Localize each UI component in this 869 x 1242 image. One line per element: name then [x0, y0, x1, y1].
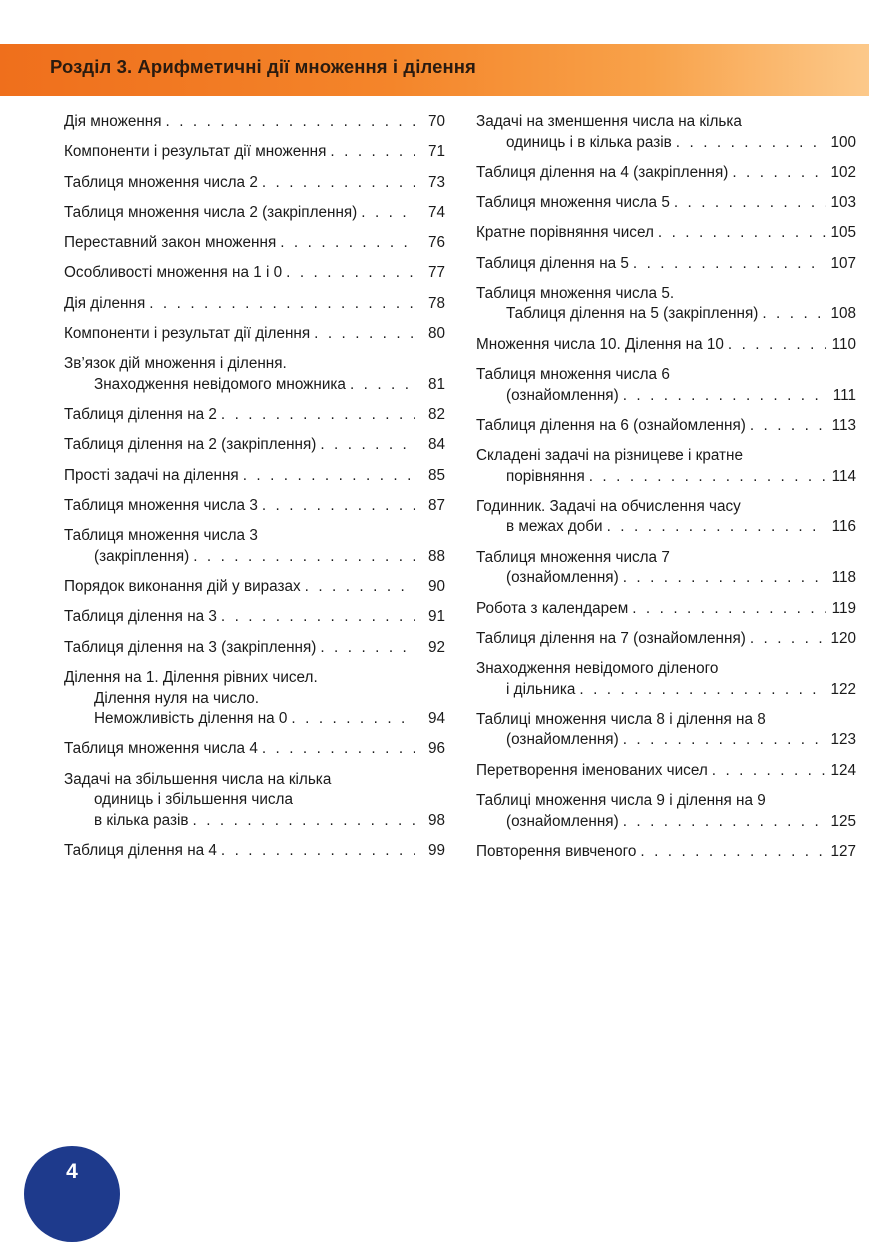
toc-column-right: [476, 112, 856, 872]
toc-dot-leader: [633, 254, 826, 275]
toc-entry-line: [64, 577, 445, 598]
toc-dot-leader: [750, 416, 826, 437]
toc-entry-title: Переставний закон множення: [64, 234, 277, 252]
toc-page-number: 77: [427, 264, 445, 282]
toc-dot-leader: [676, 133, 826, 154]
toc-entry: [64, 405, 445, 426]
toc-page-number: 84: [427, 436, 445, 454]
toc-entry-line: [64, 689, 445, 710]
toc-entry-title: Таблиці множення числа 9 і ділення на 9: [476, 792, 766, 810]
toc-entry-title: (ознайомлення): [506, 812, 619, 830]
toc-entry-title: Повторення вивченого: [476, 842, 637, 860]
toc-page-number: 102: [830, 163, 856, 181]
toc-page-number: 123: [830, 731, 856, 749]
toc-page-number: 81: [427, 375, 445, 393]
toc-entry-line: [476, 416, 856, 437]
toc-entry-title: Множення числа 10. Ділення на 10: [476, 335, 724, 353]
toc-entry-title: Задачі на збільшення числа на кілька: [64, 770, 332, 788]
toc-entry: [476, 497, 856, 538]
toc-entry-title: (ознайомлення): [506, 386, 619, 404]
toc-entry-line: [476, 548, 856, 569]
toc-entry: [476, 163, 856, 184]
toc-entry-title: Робота з календарем: [476, 599, 629, 617]
toc-entry-title: Особливості множення на 1 і 0: [64, 264, 283, 282]
toc-entry-line: [476, 497, 856, 518]
page-number: 4: [66, 1160, 78, 1183]
toc-dot-leader: [623, 386, 826, 407]
toc-entry: [476, 710, 856, 751]
toc-entry-title: (закріплення): [94, 547, 190, 565]
toc-entry: [476, 193, 856, 214]
toc-page-number: 125: [830, 812, 856, 830]
toc-page-number: 119: [831, 599, 856, 617]
toc-entry-title: Таблиця ділення на 5: [476, 254, 629, 272]
toc-page-number: 76: [427, 234, 445, 252]
toc-dot-leader: [732, 163, 826, 184]
toc-entry-title: Дія множення: [64, 113, 162, 130]
toc-entry-title: Прості задачі на ділення: [64, 466, 239, 484]
toc-entry-line: [64, 607, 445, 628]
toc-dot-leader: [674, 193, 826, 214]
toc-entry: [64, 466, 445, 487]
toc-entry: [476, 842, 856, 863]
toc-entry: [476, 416, 856, 437]
toc-entry-title: Таблиця ділення на 3: [64, 608, 217, 626]
toc-dot-leader: [166, 112, 415, 133]
toc-dot-leader: [607, 517, 826, 538]
toc-entry-title: Таблиця множення числа 4: [64, 740, 258, 758]
toc-entry-title: в межах доби: [506, 518, 603, 536]
toc-dot-leader: [712, 761, 826, 782]
toc-entry-line: [64, 526, 445, 547]
toc-entry-title: Таблиця ділення на 3 (закріплення): [64, 638, 317, 656]
toc-entry-title: Таблиця множення числа 7: [476, 548, 670, 566]
toc-entry: [476, 284, 856, 325]
toc-page-number: 100: [830, 133, 856, 151]
toc-entry-title: Порядок виконання дій у виразах: [64, 578, 301, 596]
toc-entry-line: [476, 365, 856, 386]
toc-dot-leader: [221, 405, 415, 426]
toc-entry-line: [64, 668, 445, 689]
toc-entry-title: Задачі на зменшення числа на кілька: [476, 113, 742, 130]
toc-dot-leader: [350, 375, 415, 396]
toc-entry-line: [64, 142, 445, 163]
toc-entry-line: [64, 709, 445, 730]
toc-page-number: 116: [831, 518, 856, 536]
toc-entry-title: Таблиця множення числа 2: [64, 173, 258, 191]
toc-page-number: 98: [427, 811, 445, 829]
toc-entry: [476, 599, 856, 620]
toc-dot-leader: [262, 739, 415, 760]
toc-page-number: 122: [830, 680, 856, 698]
toc-entry-line: [476, 254, 856, 275]
toc-entry: [64, 668, 445, 730]
toc-entry-title: Знаходження невідомого множника: [94, 375, 346, 393]
toc-column-left: [64, 112, 445, 871]
toc-entry-line: [64, 770, 445, 791]
toc-entry: [476, 629, 856, 650]
toc-page-number: 114: [831, 467, 856, 485]
toc-entry-title: в кілька разів: [94, 811, 189, 829]
toc-entry-line: [476, 812, 856, 833]
toc-dot-leader: [243, 466, 415, 487]
toc-page-number: 120: [830, 629, 856, 647]
toc-page-number: 88: [427, 547, 445, 565]
toc-dot-leader: [623, 568, 826, 589]
toc-entry-line: [476, 568, 856, 589]
toc-entry-line: [476, 629, 856, 650]
toc-dot-leader: [330, 142, 415, 163]
toc-entry: [64, 577, 445, 598]
toc-entry-line: [64, 496, 445, 517]
toc-page-number: 124: [830, 761, 856, 779]
toc-entry-line: [64, 547, 445, 568]
toc-entry: [476, 761, 856, 782]
toc-entry: [476, 446, 856, 487]
toc-entry-title: (ознайомлення): [506, 569, 619, 587]
toc-page-number: 78: [427, 294, 445, 312]
toc-dot-leader: [640, 842, 826, 863]
toc-dot-leader: [193, 547, 415, 568]
toc-dot-leader: [320, 638, 415, 659]
toc-entry-title: (ознайомлення): [506, 731, 619, 749]
toc-entry-line: [476, 761, 856, 782]
toc-entry-line: [64, 203, 445, 224]
toc-entry-line: [476, 710, 856, 731]
toc-entry-title: Таблиця множення числа 6: [476, 366, 670, 384]
toc-entry-title: Таблиця множення числа 3: [64, 527, 258, 545]
toc-entry-title: порівняння: [506, 467, 585, 485]
toc-entry: [476, 335, 856, 356]
toc-page-number: 91: [427, 608, 445, 626]
toc-entry-line: [64, 233, 445, 254]
toc-entry: [64, 112, 445, 133]
toc-entry-title: одиниць і збільшення числа: [94, 791, 293, 809]
toc-entry-line: [64, 375, 445, 396]
toc-entry-line: [476, 133, 856, 154]
toc-entry-title: Таблиця ділення на 4: [64, 841, 217, 859]
toc-entry-line: [476, 680, 856, 701]
toc-entry-title: Неможливість ділення на 0: [94, 710, 288, 728]
toc-entry: [64, 203, 445, 224]
toc-dot-leader: [262, 173, 415, 194]
toc-dot-leader: [262, 496, 415, 517]
toc-entry-title: Таблиці множення числа 8 і ділення на 8: [476, 710, 766, 728]
toc-entry-line: [64, 324, 445, 345]
toc-entry-line: [64, 638, 445, 659]
toc-entry-title: Таблиця ділення на 4 (закріплення): [476, 163, 729, 181]
toc-entry-line: [64, 263, 445, 284]
toc-entry-line: [476, 112, 856, 133]
toc-page-number: 92: [427, 638, 445, 656]
toc-entry-title: Компоненти і результат дії множення: [64, 143, 327, 161]
toc-dot-leader: [221, 841, 415, 862]
toc-dot-leader: [320, 435, 415, 456]
toc-entry: [64, 607, 445, 628]
toc-entry-title: Компоненти і результат дії ділення: [64, 325, 311, 343]
toc-dot-leader: [314, 324, 415, 345]
toc-entry-line: [476, 659, 856, 680]
toc-dot-leader: [280, 233, 415, 254]
toc-page-number: 87: [427, 497, 445, 515]
toc-entry: [64, 638, 445, 659]
toc-page-number: 73: [427, 173, 445, 191]
toc-dot-leader: [221, 607, 415, 628]
toc-entry-line: [476, 599, 856, 620]
toc-page-number: 96: [427, 740, 445, 758]
toc-entry: [476, 112, 856, 153]
toc-entry-title: Таблиця множення числа 5.: [476, 284, 675, 302]
toc-entry: [476, 254, 856, 275]
toc-entry-line: [64, 841, 445, 862]
toc-entry: [64, 142, 445, 163]
toc-entry-title: Знаходження невідомого діленого: [476, 660, 719, 678]
toc-entry-line: [476, 730, 856, 751]
toc-entry-title: Таблиця ділення на 7 (ознайомлення): [476, 629, 746, 647]
toc-entry-line: [64, 466, 445, 487]
toc-dot-leader: [623, 730, 826, 751]
toc-entry-line: [64, 405, 445, 426]
toc-entry-title: і дільника: [506, 680, 576, 698]
toc-entry: [476, 365, 856, 406]
toc-dot-leader: [632, 599, 826, 620]
toc-entry-title: Ділення на 1. Ділення рівних чисел.: [64, 669, 318, 687]
toc-entry-title: Таблиця ділення на 2: [64, 406, 217, 424]
toc-entry-line: [476, 284, 856, 305]
toc-page-number: 105: [830, 224, 856, 242]
toc-page-number: 90: [427, 578, 445, 596]
toc-entry-title: Складені задачі на різницеве і кратне: [476, 447, 744, 465]
toc-entry: [64, 173, 445, 194]
toc-page-number: 103: [830, 194, 856, 212]
toc-entry-line: [476, 223, 856, 244]
toc-page-number: 94: [427, 710, 445, 728]
toc-entry-line: [64, 294, 445, 315]
toc-entry: [64, 526, 445, 567]
toc-page-number: 107: [830, 254, 856, 272]
toc-entry-title: Таблиця множення числа 3: [64, 497, 258, 515]
toc-dot-leader: [750, 629, 826, 650]
toc-page-number: 82: [427, 406, 445, 424]
toc-entry-line: [476, 517, 856, 538]
toc-dot-leader: [658, 223, 826, 244]
toc-page-number: 70: [427, 113, 445, 130]
toc-entry-title: Кратне порівняння чисел: [476, 224, 654, 242]
toc-entry-line: [64, 790, 445, 811]
toc-entry-line: [476, 386, 856, 407]
toc-entry-title: Ділення нуля на число.: [94, 689, 260, 707]
toc-dot-leader: [291, 709, 415, 730]
toc-entry-line: [64, 354, 445, 375]
toc-dot-leader: [193, 811, 415, 832]
toc-dot-leader: [361, 203, 415, 224]
toc-entry-line: [476, 163, 856, 184]
toc-entry-line: [64, 435, 445, 456]
toc-entry-line: [476, 791, 856, 812]
toc-page-number: 108: [830, 305, 856, 323]
toc-entry: [64, 324, 445, 345]
toc-entry-line: [64, 112, 445, 133]
toc-dot-leader: [623, 812, 826, 833]
toc-dot-leader: [579, 680, 826, 701]
toc-entry-title: Годинник. Задачі на обчислення часу: [476, 497, 741, 515]
toc-entry: [476, 659, 856, 700]
toc-dot-leader: [589, 467, 826, 488]
toc-entry: [64, 739, 445, 760]
toc-page-number: 80: [427, 325, 445, 343]
section-title: Розділ 3. Арифметичні дії множення і ділення: [50, 56, 476, 77]
toc-page-number: 111: [832, 386, 856, 404]
toc-entry-title: Таблиця множення числа 5: [476, 194, 670, 212]
toc-entry-title: Таблиця ділення на 2 (закріплення): [64, 436, 317, 454]
toc-page-number: 127: [830, 842, 856, 860]
toc-entry-title: Таблиця ділення на 5 (закріплення): [506, 305, 759, 323]
toc-entry-title: Перетворення іменованих чисел: [476, 761, 708, 779]
toc-page-number: 71: [427, 143, 445, 161]
toc-dot-leader: [149, 294, 415, 315]
toc-entry: [64, 496, 445, 517]
toc-entry: [64, 770, 445, 832]
toc-entry: [64, 294, 445, 315]
toc-entry: [64, 354, 445, 395]
toc-entry-line: [64, 173, 445, 194]
toc-page-number: 85: [427, 466, 445, 484]
toc-entry: [64, 435, 445, 456]
toc-entry: [476, 548, 856, 589]
toc-entry: [476, 223, 856, 244]
toc-page-number: 99: [427, 841, 445, 859]
toc-entry-line: [64, 739, 445, 760]
toc-entry-line: [476, 842, 856, 863]
toc-entry-line: [64, 811, 445, 832]
toc-entry: [476, 791, 856, 832]
toc-entry-title: Таблиця ділення на 6 (ознайомлення): [476, 416, 746, 434]
toc-dot-leader: [305, 577, 415, 598]
toc-entry-line: [476, 193, 856, 214]
toc-entry-line: [476, 467, 856, 488]
toc-entry-title: Зв’язок дій множення і ділення.: [64, 355, 287, 373]
toc-page-number: 118: [831, 569, 856, 587]
toc-dot-leader: [728, 335, 826, 356]
toc-entry-line: [476, 335, 856, 356]
toc-entry: [64, 841, 445, 862]
toc-page-number: 113: [831, 416, 856, 434]
toc-entry-line: [476, 446, 856, 467]
toc-page-number: 110: [831, 335, 856, 353]
toc-dot-leader: [286, 263, 415, 284]
toc-dot-leader: [762, 304, 826, 325]
toc-entry: [64, 263, 445, 284]
toc-entry: [64, 233, 445, 254]
toc-entry-title: одиниць і в кілька разів: [506, 133, 672, 151]
toc-entry-line: [476, 304, 856, 325]
toc-entry-title: Таблиця множення числа 2 (закріплення): [64, 203, 358, 221]
toc-page-number: 74: [427, 203, 445, 221]
toc-entry-title: Дія ділення: [64, 294, 146, 312]
